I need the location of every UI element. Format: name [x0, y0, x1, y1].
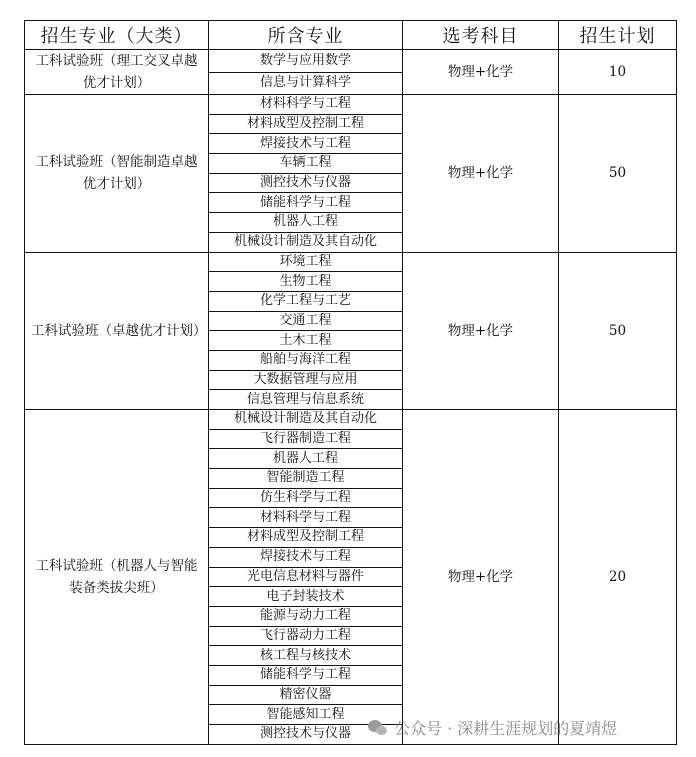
- wechat-icon: [368, 719, 388, 737]
- major-cell: 信息管理与信息系统: [209, 390, 403, 410]
- table-body: [25, 50, 677, 745]
- major-cell: 储能科学与工程: [209, 665, 403, 685]
- major-cell: 材料成型及控制工程: [209, 114, 403, 134]
- major-cell: 仿生科学与工程: [209, 488, 403, 508]
- major-cell: 材料科学与工程: [209, 95, 403, 115]
- major-cell: 机械设计制造及其自动化: [209, 410, 403, 430]
- subject-cell: 物理+化学: [403, 50, 559, 95]
- major-cell: 土木工程: [209, 331, 403, 351]
- major-cell: 焊接技术与工程: [209, 547, 403, 567]
- category-cell: 工科试验班（机器人与智能装备类拔尖班）: [25, 410, 209, 745]
- major-cell: 智能制造工程: [209, 469, 403, 489]
- major-cell: 生物工程: [209, 272, 403, 292]
- table-row: [25, 410, 677, 430]
- major-cell: 焊接技术与工程: [209, 134, 403, 154]
- major-cell: 光电信息材料与器件: [209, 567, 403, 587]
- major-cell: 测控技术与仪器: [209, 173, 403, 193]
- header-subject: 选考科目: [403, 21, 559, 50]
- plan-cell: 20: [559, 410, 677, 745]
- table-row: [25, 50, 677, 73]
- major-cell: 信息与计算科学: [209, 72, 403, 95]
- major-cell: 测控技术与仪器: [209, 725, 403, 745]
- subject-cell: 物理+化学: [403, 410, 559, 745]
- major-cell: 飞行器制造工程: [209, 429, 403, 449]
- watermark-text: 公众号 · 深耕生涯规划的夏靖煜: [394, 719, 618, 738]
- major-cell: 材料科学与工程: [209, 508, 403, 528]
- header-majors: 所含专业: [209, 21, 403, 50]
- watermark: [368, 716, 617, 739]
- major-cell: 交通工程: [209, 311, 403, 331]
- header-row: [25, 21, 677, 50]
- category-cell: 工科试验班（智能制造卓越优才计划）: [25, 95, 209, 253]
- category-cell: 工科试验班（理工交叉卓越优才计划）: [25, 50, 209, 95]
- table-row: [25, 252, 677, 272]
- major-cell: 精密仪器: [209, 685, 403, 705]
- header-plan: 招生计划: [559, 21, 677, 50]
- major-cell: 化学工程与工艺: [209, 291, 403, 311]
- major-cell: 船舶与海洋工程: [209, 350, 403, 370]
- subject-cell: 物理+化学: [403, 95, 559, 253]
- major-cell: 机器人工程: [209, 449, 403, 469]
- plan-cell: 50: [559, 95, 677, 253]
- major-cell: 数学与应用数学: [209, 50, 403, 73]
- plan-cell: 50: [559, 252, 677, 410]
- subject-cell: 物理+化学: [403, 252, 559, 410]
- enrollment-table: [24, 20, 677, 745]
- major-cell: 能源与动力工程: [209, 606, 403, 626]
- major-cell: 储能科学与工程: [209, 193, 403, 213]
- major-cell: 材料成型及控制工程: [209, 528, 403, 548]
- header-category: 招生专业（大类）: [25, 21, 209, 50]
- major-cell: 机械设计制造及其自动化: [209, 232, 403, 252]
- major-cell: 机器人工程: [209, 213, 403, 233]
- major-cell: 智能感知工程: [209, 705, 403, 725]
- major-cell: 电子封装技术: [209, 587, 403, 607]
- major-cell: 核工程与核技术: [209, 646, 403, 666]
- major-cell: 环境工程: [209, 252, 403, 272]
- category-cell: 工科试验班（卓越优才计划）: [25, 252, 209, 410]
- plan-cell: 10: [559, 50, 677, 95]
- major-cell: 车辆工程: [209, 154, 403, 174]
- major-cell: 飞行器动力工程: [209, 626, 403, 646]
- major-cell: 大数据管理与应用: [209, 370, 403, 390]
- table-row: [25, 95, 677, 115]
